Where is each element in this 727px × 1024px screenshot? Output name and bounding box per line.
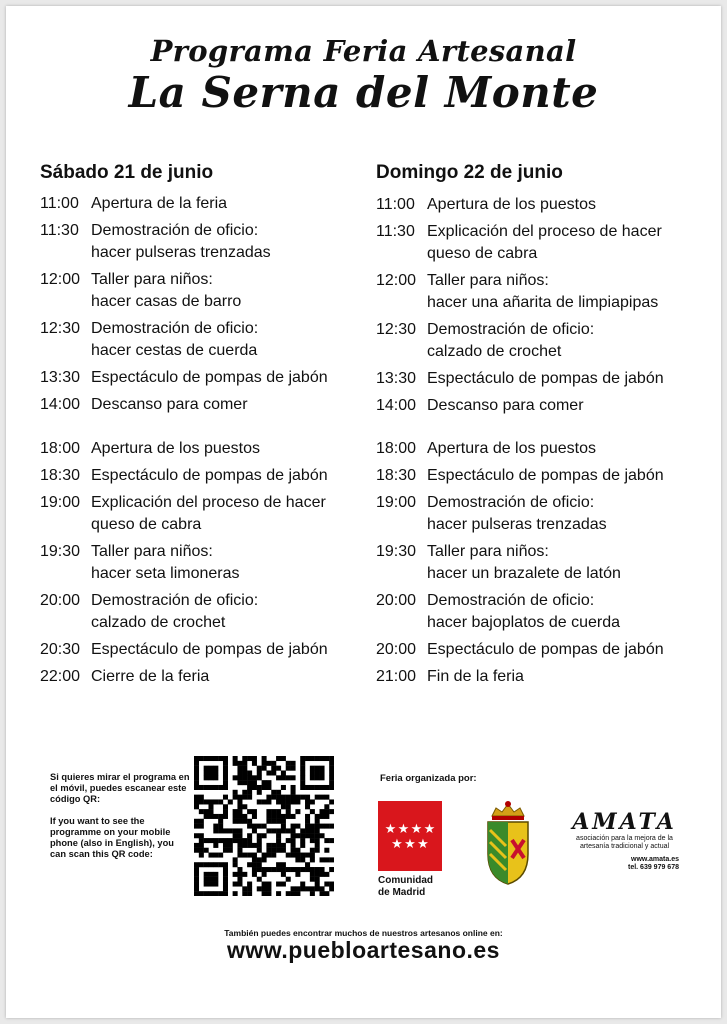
amata-logo: AMATA	[572, 809, 677, 835]
event-time: 19:00	[376, 494, 417, 511]
schedule-item	[40, 590, 380, 634]
event-description: Fin de la feria	[427, 668, 524, 685]
event-time: 19:00	[40, 494, 81, 511]
event-time: 11:00	[40, 195, 79, 212]
event-description: Demostración de oficio: hacer cestas de cuerda	[91, 320, 259, 359]
event-description: Cierre de la feria	[91, 668, 210, 685]
event-time: 13:30	[376, 370, 417, 387]
schedule-item	[40, 269, 380, 313]
schedule-item	[376, 438, 716, 460]
schedule-item	[376, 395, 716, 417]
event-description: Espectáculo de pompas de jabón	[427, 641, 664, 658]
event-description: Taller para niños: hacer casas de barro	[91, 271, 242, 310]
event-description: Taller para niños: hacer un brazalete de latón	[427, 543, 621, 582]
schedule-item	[40, 492, 380, 536]
event-description: Descanso para comer	[91, 396, 248, 413]
event-description: Apertura de la feria	[91, 195, 228, 212]
qr-text-en: If you want to see the programme on your mobile phone (also in English), you can scan this QR code:	[50, 816, 174, 859]
schedule-item	[40, 666, 380, 688]
madrid-flag-icon: ★ ★ ★ ★ ★ ★ ★	[378, 801, 442, 871]
event-description: Espectáculo de pompas de jabón	[91, 641, 328, 658]
schedule-item	[376, 666, 716, 688]
event-description: Apertura de los puestos	[427, 196, 596, 213]
event-description: Demostración de oficio: calzado de crochet	[91, 592, 259, 631]
comunidad-madrid-logo	[378, 801, 448, 899]
event-time: 11:30	[376, 223, 415, 240]
schedule-item	[40, 394, 380, 416]
schedule-item	[376, 590, 716, 634]
schedule-item	[40, 465, 380, 487]
event-description: Apertura de los puestos	[91, 440, 260, 457]
amata-phone: tel. 639 979 678	[628, 864, 679, 871]
event-description: Demostración de oficio: hacer pulseras trenzadas	[91, 222, 271, 261]
schedule-item	[40, 541, 380, 585]
qr-code[interactable]	[194, 756, 334, 896]
title-line-1: Programa Feria Artesanal	[150, 34, 577, 68]
schedule-item	[40, 367, 380, 389]
event-time: 12:00	[376, 272, 417, 289]
event-description: Demostración de oficio: hacer pulseras trenzadas	[427, 494, 607, 533]
event-time: 13:30	[40, 369, 81, 386]
event-description: Espectáculo de pompas de jabón	[91, 467, 328, 484]
organizers-label: Feria organizada por:	[380, 773, 477, 784]
schedule-item	[40, 220, 380, 264]
schedule-item	[376, 368, 716, 390]
event-time: 20:30	[40, 641, 81, 658]
event-time: 18:00	[376, 440, 417, 457]
schedule-item	[40, 639, 380, 661]
event-description: Descanso para comer	[427, 397, 584, 414]
event-time: 14:00	[376, 397, 417, 414]
schedule-item	[40, 193, 380, 215]
schedule-item	[376, 541, 716, 585]
saturday-afternoon	[40, 438, 380, 688]
event-description: Apertura de los puestos	[427, 440, 596, 457]
schedule-item	[376, 639, 716, 661]
amata-logo-block	[562, 811, 687, 871]
sunday-afternoon	[376, 438, 716, 688]
event-time: 18:30	[376, 467, 417, 484]
amata-website[interactable]: www.amata.es	[631, 856, 679, 863]
event-time: 20:00	[376, 592, 417, 609]
event-time: 14:00	[40, 396, 81, 413]
comunidad-madrid-text: Comunidad de Madrid	[378, 875, 433, 898]
qr-text-es: Si quieres mirar el programa en el móvil, puedes escanear este código QR:	[50, 772, 190, 804]
schedule-item	[376, 221, 716, 265]
footer-url-link[interactable]: www.puebloartesano.es	[227, 937, 500, 963]
event-time: 12:30	[40, 320, 81, 337]
event-time: 19:30	[376, 543, 417, 560]
schedule-item	[40, 438, 380, 460]
sunday-morning	[376, 194, 716, 417]
event-time: 18:00	[40, 440, 81, 457]
schedule-item	[40, 318, 380, 362]
event-time: 18:30	[40, 467, 81, 484]
event-description: Espectáculo de pompas de jabón	[91, 369, 328, 386]
event-description: Demostración de oficio: calzado de crochet	[427, 321, 595, 360]
sunday-column	[376, 162, 716, 693]
event-time: 21:00	[376, 668, 417, 685]
event-description: Taller para niños: hacer una añarita de limpiapipas	[427, 272, 659, 311]
saturday-column	[40, 162, 380, 693]
event-description: Explicación del proceso de hacer queso de cabra	[91, 494, 326, 533]
coat-of-arms-icon	[478, 796, 538, 888]
event-time: 11:00	[376, 196, 415, 213]
event-time: 11:30	[40, 222, 79, 239]
schedule-item	[376, 465, 716, 487]
schedule-item	[376, 270, 716, 314]
event-description: Demostración de oficio: hacer bajoplatos de cuerda	[427, 592, 621, 631]
event-description: Espectáculo de pompas de jabón	[427, 370, 664, 387]
event-time: 20:00	[376, 641, 417, 658]
schedule-item	[376, 194, 716, 216]
footer-note: También puedes encontrar muchos de nuestros artesanos online en:	[224, 928, 503, 938]
sunday-title: Domingo 22 de junio	[376, 162, 563, 183]
event-time: 12:30	[376, 321, 417, 338]
event-description: Espectáculo de pompas de jabón	[427, 467, 664, 484]
schedule-item	[376, 319, 716, 363]
program-sheet	[6, 6, 721, 1018]
schedule-item	[376, 492, 716, 536]
event-description: Taller para niños: hacer seta limoneras	[91, 543, 240, 582]
saturday-title: Sábado 21 de junio	[40, 162, 214, 183]
event-time: 12:00	[40, 271, 81, 288]
title-line-2: La Serna del Monte	[128, 68, 599, 117]
qr-instructions	[50, 772, 190, 871]
saturday-morning	[40, 193, 380, 416]
amata-description: asociación para la mejora de la artesanía tradicional y actual	[576, 835, 673, 850]
event-time: 19:30	[40, 543, 81, 560]
event-time: 22:00	[40, 668, 81, 685]
event-time: 20:00	[40, 592, 81, 609]
event-description: Explicación del proceso de hacer queso de cabra	[427, 223, 662, 262]
